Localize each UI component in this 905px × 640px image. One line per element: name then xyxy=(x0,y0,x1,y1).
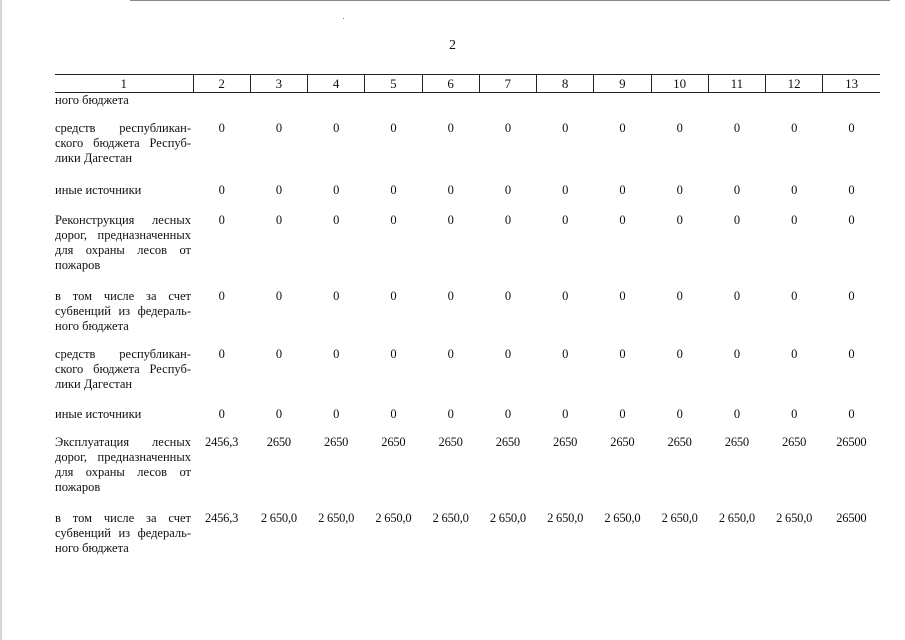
column-header-5: 5 xyxy=(365,75,422,93)
cell-col-13: 0 xyxy=(848,182,855,197)
row-label: иные источники xyxy=(55,406,142,421)
cell-col-12: 2 650,0 xyxy=(776,510,813,525)
cell-col-2 xyxy=(193,93,250,115)
cell-col-4 xyxy=(308,93,365,115)
cell-col-6: 0 xyxy=(447,182,454,197)
table-row xyxy=(55,283,880,341)
cell-col-4: 0 xyxy=(333,406,340,421)
cell-col-12: 0 xyxy=(791,406,798,421)
column-header-2: 2 xyxy=(193,75,250,93)
cell-col-11: 0 xyxy=(733,212,740,227)
cell-col-4: 0 xyxy=(333,346,340,361)
cell-col-10 xyxy=(651,93,708,115)
cell-col-5 xyxy=(365,93,422,115)
cell-col-13: 0 xyxy=(848,406,855,421)
table-row xyxy=(55,401,880,429)
cell-col-9: 2 650,0 xyxy=(604,510,641,525)
cell-col-13: 0 xyxy=(848,346,855,361)
column-header-4: 4 xyxy=(308,75,365,93)
cell-col-9: 0 xyxy=(619,120,626,135)
cell-col-9: 0 xyxy=(619,182,626,197)
cell-col-2: 0 xyxy=(218,406,225,421)
cell-col-10: 0 xyxy=(676,288,683,303)
cell-col-4: 0 xyxy=(333,182,340,197)
cell-col-9: 2650 xyxy=(610,434,635,449)
table-row xyxy=(55,341,880,401)
cell-col-9 xyxy=(594,93,651,115)
row-label: иные источники xyxy=(55,182,142,197)
cell-col-13: 0 xyxy=(848,120,855,135)
column-header-7: 7 xyxy=(479,75,536,93)
cell-col-2: 2456,3 xyxy=(205,510,239,525)
cell-col-8: 0 xyxy=(562,346,569,361)
cell-col-7: 2 650,0 xyxy=(489,510,526,525)
cell-col-10: 0 xyxy=(676,346,683,361)
cell-col-4: 0 xyxy=(333,212,340,227)
cell-col-9: 0 xyxy=(619,406,626,421)
cell-col-6 xyxy=(422,93,479,115)
cell-col-5: 0 xyxy=(390,406,397,421)
cell-col-11 xyxy=(708,93,765,115)
scan-speck xyxy=(343,18,344,19)
cell-col-8: 2 650,0 xyxy=(547,510,584,525)
cell-col-8: 0 xyxy=(562,182,569,197)
table-row xyxy=(55,177,880,207)
cell-col-11: 2 650,0 xyxy=(718,510,755,525)
column-header-11: 11 xyxy=(708,75,765,93)
cell-col-10: 0 xyxy=(676,212,683,227)
cell-col-10: 0 xyxy=(676,182,683,197)
cell-col-12: 0 xyxy=(791,288,798,303)
cell-col-10: 2 650,0 xyxy=(661,510,698,525)
cell-col-7: 0 xyxy=(504,346,511,361)
header-row xyxy=(55,75,880,93)
cell-col-5: 0 xyxy=(390,212,397,227)
cell-col-7: 0 xyxy=(504,288,511,303)
cell-col-5: 0 xyxy=(390,288,397,303)
cell-col-6: 0 xyxy=(447,120,454,135)
cell-col-10: 0 xyxy=(676,120,683,135)
cell-col-11: 0 xyxy=(733,406,740,421)
column-header-1: 1 xyxy=(55,75,193,93)
column-header-8: 8 xyxy=(537,75,594,93)
cell-col-12: 2650 xyxy=(782,434,807,449)
cell-col-5: 0 xyxy=(390,346,397,361)
cell-col-7: 2650 xyxy=(495,434,520,449)
cell-col-7 xyxy=(479,93,536,115)
cell-col-12: 0 xyxy=(791,120,798,135)
cell-col-10: 0 xyxy=(676,406,683,421)
column-header-13: 13 xyxy=(823,75,880,93)
column-header-12: 12 xyxy=(766,75,823,93)
column-header-6: 6 xyxy=(422,75,479,93)
cell-col-3: 0 xyxy=(275,182,282,197)
row-label: Эксплуатация лесных дорог, предназначенных для охраны лесов от пожаров xyxy=(55,434,191,494)
cell-col-8: 0 xyxy=(562,406,569,421)
cell-col-11: 0 xyxy=(733,182,740,197)
cell-col-6: 2 650,0 xyxy=(432,510,469,525)
cell-col-9: 0 xyxy=(619,346,626,361)
cell-col-5: 2 650,0 xyxy=(375,510,412,525)
cell-col-8: 0 xyxy=(562,212,569,227)
cell-col-9: 0 xyxy=(619,212,626,227)
cell-col-12: 0 xyxy=(791,212,798,227)
cell-col-7: 0 xyxy=(504,120,511,135)
row-label: средств республикан-ского бюджета Респуб-лики Дагестан xyxy=(55,120,191,165)
cell-col-5: 0 xyxy=(390,182,397,197)
cell-col-12: 0 xyxy=(791,182,798,197)
cell-col-3: 0 xyxy=(275,406,282,421)
cell-col-13: 0 xyxy=(848,288,855,303)
table-body xyxy=(55,93,880,565)
cell-col-5: 0 xyxy=(390,120,397,135)
table-row xyxy=(55,429,880,505)
cell-col-3: 0 xyxy=(275,120,282,135)
cell-col-2: 2456,3 xyxy=(205,434,239,449)
page-number: 2 xyxy=(449,38,456,53)
cell-col-2: 0 xyxy=(218,288,225,303)
row-label: в том числе за счет субвенций из федераль-ного бюджета xyxy=(55,510,191,555)
column-header-9: 9 xyxy=(594,75,651,93)
scan-top-border xyxy=(130,0,890,1)
cell-col-10: 2650 xyxy=(667,434,692,449)
row-label: средств республикан-ского бюджета Респуб-лики Дагестан xyxy=(55,346,191,391)
cell-col-2: 0 xyxy=(218,182,225,197)
cell-col-2: 0 xyxy=(218,346,225,361)
cell-col-7: 0 xyxy=(504,182,511,197)
cell-col-6: 0 xyxy=(447,406,454,421)
cell-col-4: 0 xyxy=(333,120,340,135)
cell-col-3: 2650 xyxy=(266,434,291,449)
cell-col-8: 2650 xyxy=(553,434,578,449)
cell-col-3: 2 650,0 xyxy=(260,510,297,525)
cell-col-11: 0 xyxy=(733,288,740,303)
cell-col-4: 2 650,0 xyxy=(318,510,355,525)
cell-col-11: 0 xyxy=(733,120,740,135)
row-label: Реконструкция лесных дорог, предназначенных для охраны лесов от пожаров xyxy=(55,212,191,272)
cell-col-12: 0 xyxy=(791,346,798,361)
cell-col-2: 0 xyxy=(218,120,225,135)
cell-col-3: 0 xyxy=(275,288,282,303)
data-table xyxy=(55,74,880,565)
cell-col-9: 0 xyxy=(619,288,626,303)
table-row xyxy=(55,93,880,115)
table-row xyxy=(55,115,880,177)
table-header xyxy=(55,75,880,93)
cell-col-11: 0 xyxy=(733,346,740,361)
cell-col-11: 2650 xyxy=(724,434,749,449)
cell-col-6: 0 xyxy=(447,212,454,227)
cell-col-2: 0 xyxy=(218,212,225,227)
cell-col-13 xyxy=(823,93,880,115)
cell-col-3 xyxy=(250,93,307,115)
cell-col-6: 2650 xyxy=(438,434,463,449)
cell-col-6: 0 xyxy=(447,346,454,361)
cell-col-7: 0 xyxy=(504,212,511,227)
cell-col-8 xyxy=(537,93,594,115)
cell-col-4: 0 xyxy=(333,288,340,303)
cell-col-7: 0 xyxy=(504,406,511,421)
cell-col-3: 0 xyxy=(275,212,282,227)
cell-col-8: 0 xyxy=(562,288,569,303)
table-row xyxy=(55,207,880,283)
cell-col-13: 0 xyxy=(848,212,855,227)
cell-col-4: 2650 xyxy=(324,434,349,449)
cell-col-13: 26500 xyxy=(836,510,867,525)
row-label: в том числе за счет субвенций из федераль-ного бюджета xyxy=(55,288,191,333)
cell-col-3: 0 xyxy=(275,346,282,361)
column-header-3: 3 xyxy=(250,75,307,93)
cell-col-8: 0 xyxy=(562,120,569,135)
column-header-10: 10 xyxy=(651,75,708,93)
cell-col-12 xyxy=(766,93,823,115)
cell-col-6: 0 xyxy=(447,288,454,303)
table-row xyxy=(55,505,880,565)
cell-col-5: 2650 xyxy=(381,434,406,449)
scan-edge xyxy=(0,0,2,640)
cell-col-13: 26500 xyxy=(836,434,867,449)
row-label: ного бюджета xyxy=(55,93,129,107)
